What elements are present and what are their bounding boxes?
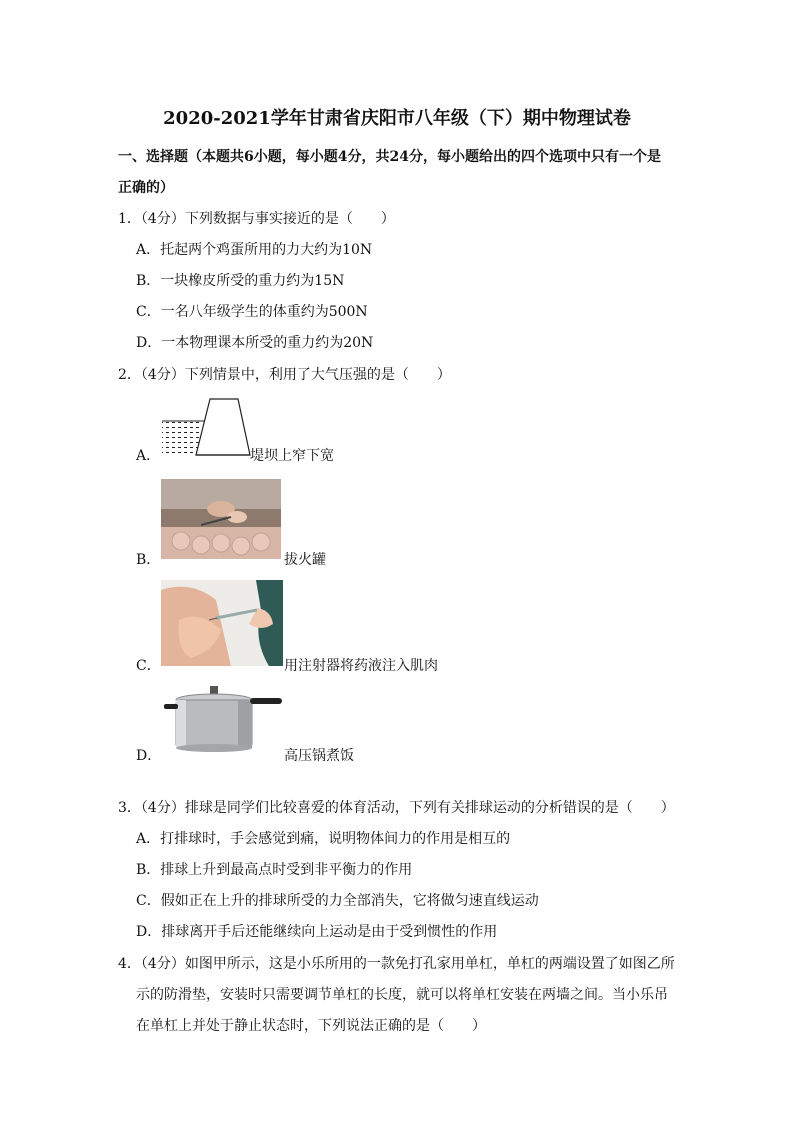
question-2-option-b-caption: 拔火罐 bbox=[284, 552, 326, 568]
page-title: 2020-2021学年甘肃省庆阳市八年级（下）期中物理试卷 bbox=[163, 108, 631, 129]
question-4-stem-cont-1: 示的防滑垫，安装时只需要调节单杠的长度，就可以将单杠安装在两墙之间。当小乐吊 bbox=[136, 987, 668, 1003]
question-2-option-c-label: C． bbox=[136, 658, 161, 674]
question-1-stem: 1．（4分）下列数据与事实接近的是（ ） bbox=[118, 211, 395, 227]
injection-photo bbox=[161, 580, 283, 666]
question-1-option-d: D．一本物理课本所受的重力约为20N bbox=[136, 335, 374, 351]
pressure-cooker-image bbox=[162, 682, 282, 754]
question-2-option-c-caption: 用注射器将药液注入肌肉 bbox=[284, 658, 438, 674]
question-2-option-a-caption: 堤坝上窄下宽 bbox=[250, 448, 334, 464]
dam-diagram bbox=[160, 395, 252, 459]
question-1-option-a: A．托起两个鸡蛋所用的力大约为10N bbox=[136, 242, 373, 258]
question-3-option-d: D．排球离开手后还能继续向上运动是由于受到惯性的作用 bbox=[136, 924, 498, 940]
question-1-option-b: B．一块橡皮所受的重力约为15N bbox=[136, 273, 345, 289]
question-2-option-a-label: A． bbox=[136, 448, 161, 464]
question-4-stem-cont-2: 在单杠上并处于静止状态时，下列说法正确的是（ ） bbox=[136, 1018, 486, 1034]
question-3-option-c: C．假如正在上升的排球所受的力全部消失，它将做匀速直线运动 bbox=[136, 893, 539, 909]
question-3-option-b: B．排球上升到最高点时受到非平衡力的作用 bbox=[136, 862, 413, 878]
section-heading: 一、选择题（本题共6小题，每小题4分，共24分，每小题给出的四个选项中只有一个是 bbox=[118, 149, 661, 165]
cupping-photo bbox=[161, 479, 281, 559]
section-heading-cont: 正确的） bbox=[118, 180, 174, 196]
question-2-option-b-label: B． bbox=[136, 552, 161, 568]
question-2-stem: 2．（4分）下列情景中，利用了大气压强的是（ ） bbox=[118, 367, 451, 383]
question-3-option-a: A．打排球时，手会感觉到痛，说明物体间力的作用是相互的 bbox=[136, 831, 511, 847]
question-3-stem: 3．（4分）排球是同学们比较喜爱的体育活动，下列有关排球运动的分析错误的是（ ） bbox=[118, 800, 675, 816]
question-1-option-c: C．一名八年级学生的体重约为500N bbox=[136, 304, 368, 320]
question-2-option-d-label: D． bbox=[136, 748, 162, 764]
question-4-stem: 4．（4分）如图甲所示，这是小乐所用的一款免打孔家用单杠，单杠的两端设置了如图乙所 bbox=[118, 956, 675, 972]
question-2-option-d-caption: 高压锅煮饭 bbox=[284, 748, 354, 764]
